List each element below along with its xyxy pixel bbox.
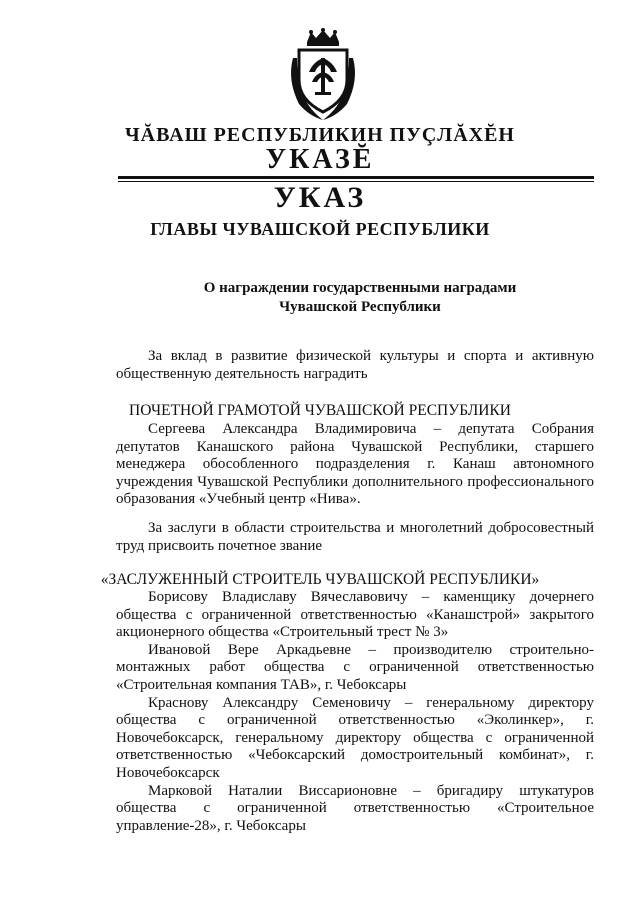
header-divider-thick — [118, 176, 594, 179]
award2-recipient-2: Ивановой Вере Аркадьевне – производителю строительно-монтажных работ общества с ограниченной ответственностью «Строительная компания ТАВ», г. Чебоксары — [116, 641, 594, 693]
document-title-line2: Чувашской Республики — [279, 299, 441, 315]
award2-recipient-1: Борисову Владиславу Вячеславовичу – каменщику дочернего общества с ограниченной ответственностью «Канашстрой» закрытого акционерного общества «Строительный трест № 3» — [116, 589, 594, 641]
intro-text-1: За вклад в развитие физической культуры и спорта и активную общественную деятельность наградить — [116, 348, 594, 382]
intro-paragraph-1 — [116, 348, 594, 383]
chuvash-ukaze-title: УКАЗĔ — [265, 144, 375, 175]
award1-recipient-text: Сергеева Александра Владимировича – депутата Собрания депутатов Канашского района Чувашской Республики, старшего менеджера обособленного подразделения г. Канаш автономного учреждения Чувашской Республики дополнительного профессионального образования «Учебный центр «Нива». — [116, 421, 594, 508]
award2-recipient-4: Марковой Наталии Виссарионовне – бригадиру штукатуров общества с ограниченной ответственностью «Строительное управление-28», г. Чебоксары — [116, 782, 594, 834]
document-title — [160, 279, 560, 317]
award2-recipients — [116, 589, 594, 835]
chuvash-header-line: ЧĂВАШ РЕСПУБЛИКИН ПУÇЛĂХĔН — [124, 124, 515, 146]
coat-of-arms-emblem — [285, 28, 361, 122]
glavy-subtitle: ГЛАВЫ ЧУВАШСКОЙ РЕСПУБЛИКИ — [150, 219, 490, 239]
intro-text-2: За заслуги в области строительства и многолетний добросовестный труд присвоить почетное звание — [116, 520, 594, 554]
document-title-line1: О награждении государственными наградами — [203, 280, 517, 296]
award2-recipient-3: Краснову Александру Семеновичу – генеральному директору общества с ограниченной ответственностью «Эколинкер», г. Новочебоксарск, генеральному директору общества с ограниченной ответственностью «Чебоксарский домостроительный комбинат», г. Новочебоксарск — [116, 694, 594, 781]
award2-heading: «ЗАСЛУЖЕННЫЙ СТРОИТЕЛЬ ЧУВАШСКОЙ РЕСПУБЛИКИ» — [100, 571, 540, 588]
award1-heading: ПОЧЕТНОЙ ГРАМОТОЙ ЧУВАШСКОЙ РЕСПУБЛИКИ — [129, 402, 511, 419]
ukaz-title: УКАЗ — [273, 181, 367, 214]
award1-recipient — [116, 421, 594, 509]
intro-paragraph-2 — [116, 520, 594, 555]
